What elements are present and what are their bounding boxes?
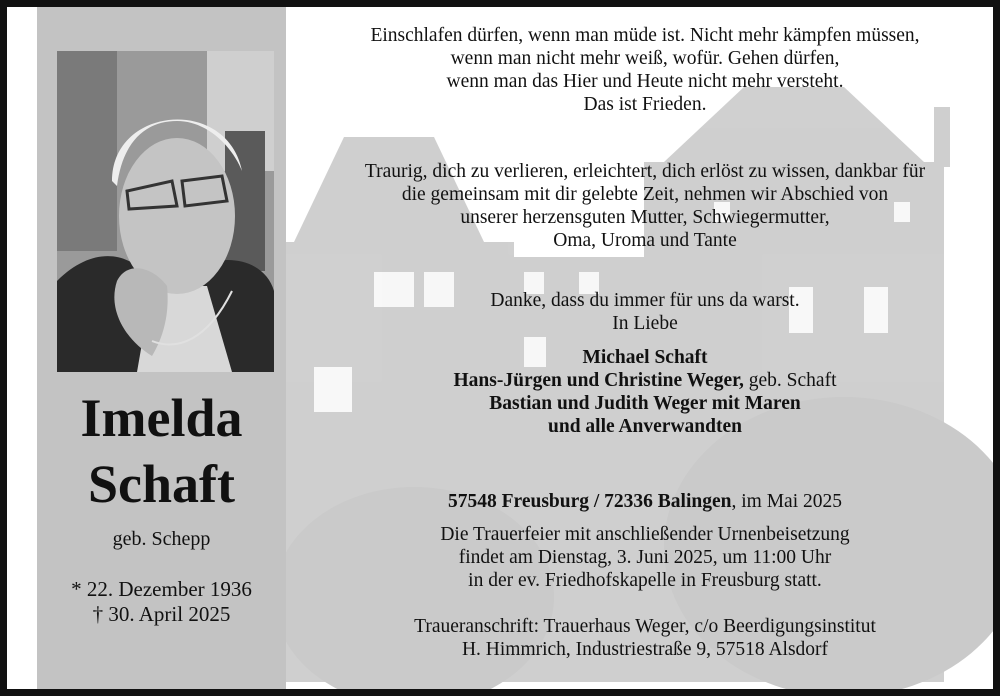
family-member-names: Hans-Jürgen und Christine Weger, — [453, 370, 744, 391]
poem-line: wenn man nicht mehr weiß, wofür. Gehen dürfen, — [450, 48, 840, 69]
birth-date: * 22. Dezember 1936 — [71, 577, 252, 601]
portrait-photo — [57, 51, 274, 372]
thanks-line: In Liebe — [612, 313, 678, 334]
left-column — [37, 7, 286, 689]
service-line: in der ev. Friedhofskapelle in Freusburg statt. — [468, 570, 822, 591]
service-line: findet am Dienstag, 3. Juni 2025, um 11:00 Uhr — [458, 547, 832, 568]
mourning-address — [300, 615, 990, 661]
poem-line: wenn man das Hier und Heute nicht mehr versteht. — [446, 71, 844, 92]
deceased-first-name: Imelda — [80, 388, 243, 448]
family-member-line: Bastian und Judith Weger mit Maren — [489, 393, 801, 414]
thanks-line: Danke, dass du immer für uns da warst. — [490, 290, 800, 311]
farewell-line: Oma, Uroma und Tante — [553, 230, 737, 251]
deceased-last-name: Schaft — [88, 454, 235, 514]
place-and-date — [300, 490, 990, 513]
farewell-line: unserer herzensguten Mutter, Schwiegermutter, — [460, 207, 830, 228]
notice-date: , im Mai 2025 — [731, 491, 842, 512]
farewell-line: die gemeinsam mit dir gelebte Zeit, nehmen wir Abschied von — [401, 184, 889, 205]
place-names: 57548 Freusburg / 72336 Balingen — [447, 491, 732, 512]
place-line — [300, 490, 990, 513]
poem — [300, 24, 990, 116]
address-line: Traueranschrift: Trauerhaus Weger, c/o Beerdigungsinstitut — [414, 616, 876, 637]
family-member-line — [300, 369, 990, 392]
family-signatures — [300, 346, 990, 438]
farewell-line: Traurig, dich zu verlieren, erleichtert, dich erlöst zu wissen, dankbar für — [364, 161, 926, 182]
family-member-note: geb. Schaft — [743, 370, 837, 391]
life-dates — [37, 577, 286, 627]
family-member-line: Michael Schaft — [582, 347, 708, 368]
address-line: H. Himmrich, Industriestraße 9, 57518 Alsdorf — [461, 639, 829, 660]
family-member-line: und alle Anverwandten — [548, 416, 742, 437]
service-line: Die Trauerfeier mit anschließender Urnenbeisetzung — [440, 524, 850, 545]
thanks-text — [300, 289, 990, 335]
poem-line: Das ist Frieden. — [583, 94, 707, 115]
funeral-service-info — [300, 523, 990, 592]
death-date: † 30. April 2025 — [92, 602, 231, 626]
maiden-name: geb. Schepp — [112, 528, 211, 550]
farewell-text — [300, 160, 990, 252]
poem-line: Einschlafen dürfen, wenn man müde ist. Nicht mehr kämpfen müssen, — [370, 25, 920, 46]
